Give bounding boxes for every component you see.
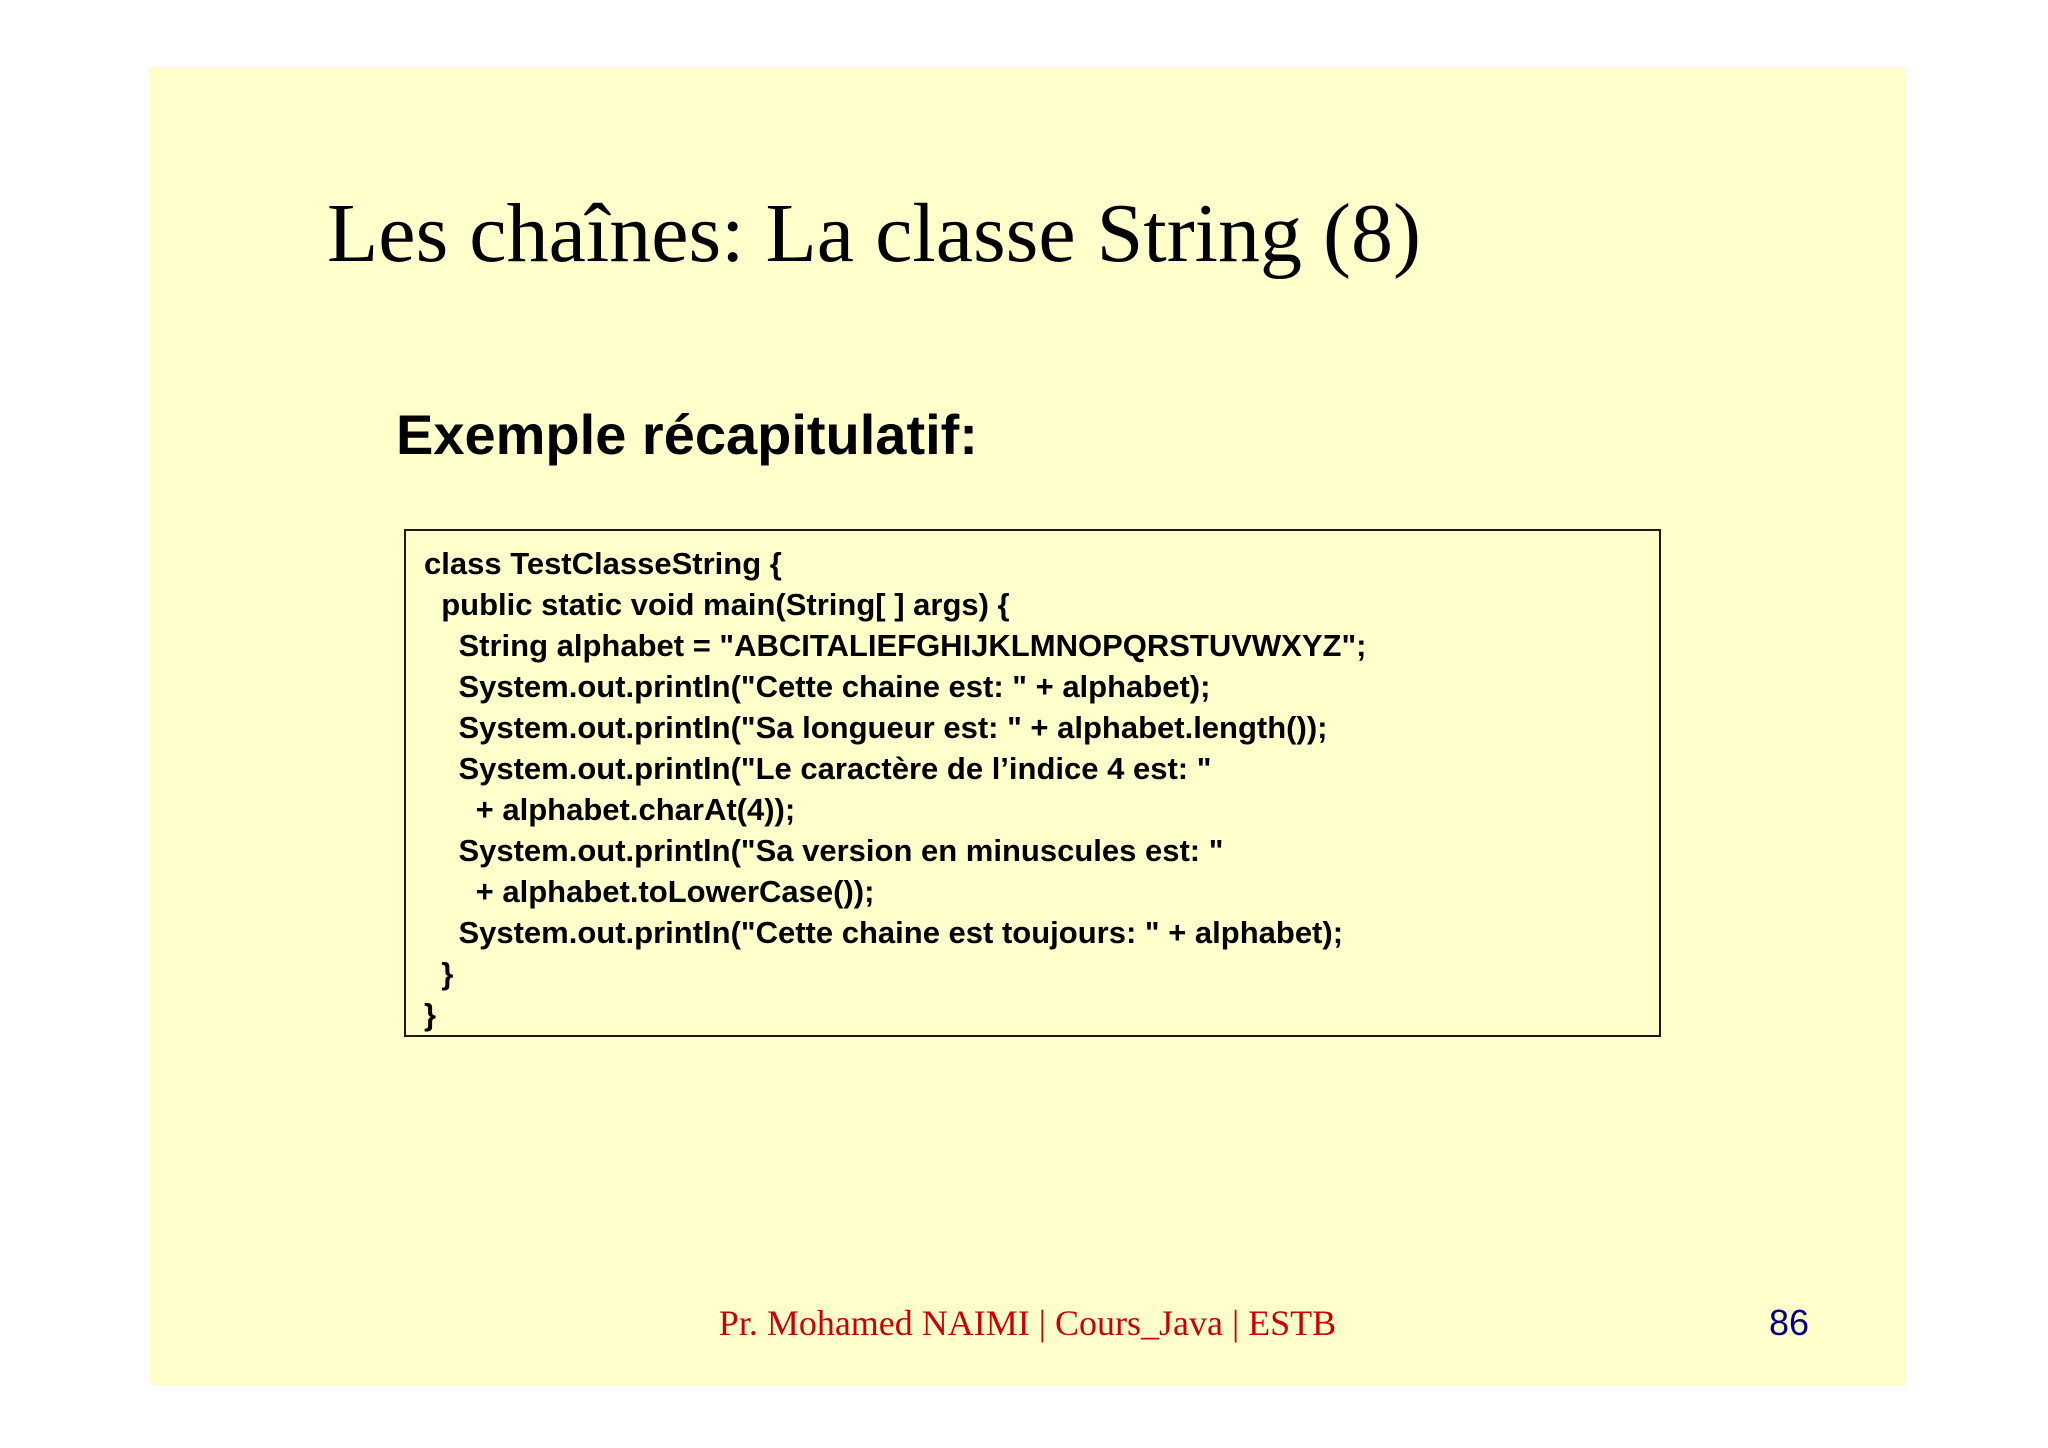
slide-footer: Pr. Mohamed NAIMI | Cours_Java | ESTB bbox=[718, 1303, 1337, 1343]
code-line: public static void main(String[ ] args) { bbox=[424, 587, 1010, 622]
page-number: 86 bbox=[1769, 1302, 1810, 1343]
slide-title: Les chaînes: La classe String (8) bbox=[327, 187, 1421, 280]
code-line: System.out.println("Le caractère de l’indice 4 est: " bbox=[424, 751, 1212, 786]
slide bbox=[149, 67, 1906, 1385]
code-line: System.out.println("Sa version en minuscules est: " bbox=[424, 833, 1224, 868]
code-line: System.out.println("Cette chaine est toujours: " + alphabet); bbox=[424, 915, 1344, 950]
code-line: } bbox=[424, 956, 454, 991]
code-line: } bbox=[424, 997, 437, 1032]
code-line: System.out.println("Sa longueur est: " + alphabet.length()); bbox=[424, 710, 1328, 745]
code-line: class TestClasseString { bbox=[424, 546, 782, 581]
slide-subtitle: Exemple récapitulatif: bbox=[396, 403, 978, 466]
code-line: + alphabet.charAt(4)); bbox=[424, 792, 796, 827]
code-line: + alphabet.toLowerCase()); bbox=[424, 874, 875, 909]
code-line: String alphabet = "ABCITALIEFGHIJKLMNOPQRSTUVWXYZ"; bbox=[424, 628, 1367, 663]
code-box bbox=[404, 529, 1661, 1037]
code-line: System.out.println("Cette chaine est: " + alphabet); bbox=[424, 669, 1211, 704]
